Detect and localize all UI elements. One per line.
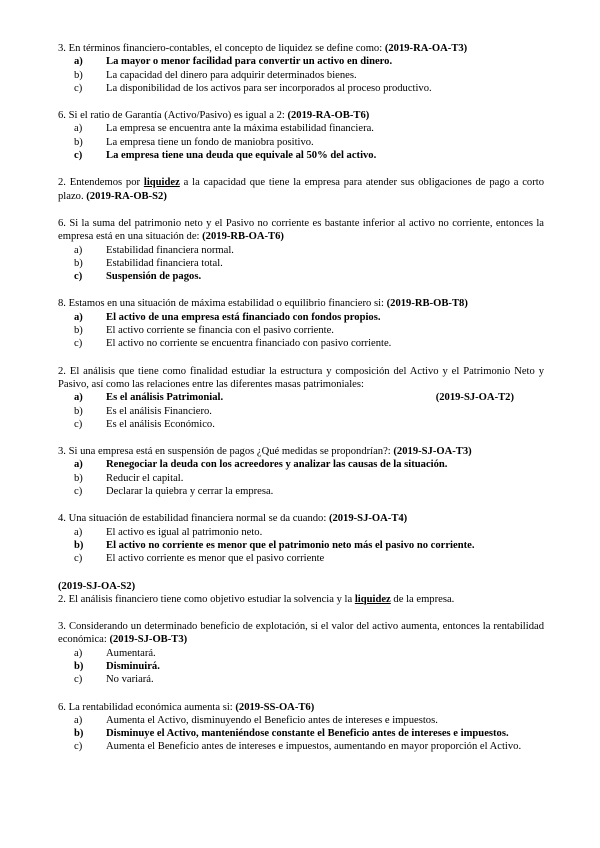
option-b: b) Es el análisis Financiero.: [74, 405, 212, 417]
question-code: (2019-RA-OB-S2): [86, 190, 167, 202]
option-list: [58, 391, 544, 431]
question-code: (2019-SJ-OA-T4): [328, 513, 408, 525]
option-b: b) Reducir el capital.: [74, 472, 184, 484]
option-list: [58, 311, 544, 351]
question-code: (2019-SJ-OA-S2): [58, 580, 136, 592]
option-a: a) El activo es igual al patrimonio neto.: [74, 526, 263, 538]
option-c: c) La empresa tiene una deuda que equivale al 50% del activo.: [74, 150, 377, 162]
option-b: b) Disminuye el Activo, manteniéndose constante el Beneficio antes de intereses e impuestos.: [74, 728, 509, 740]
question-stem: 6. Si el ratio de Garantía (Activo/Pasivo) es igual a 2:: [58, 110, 285, 122]
option-list: [58, 526, 544, 566]
option-c: c) El activo corriente es menor que el pasivo corriente: [74, 553, 325, 565]
option-c: c) Declarar la quiebra y cerrar la empresa.: [74, 486, 274, 498]
term-liquidez: liquidez: [143, 177, 180, 189]
question-code: (2019-SJ-OA-T2): [435, 392, 514, 404]
statement-analisis-financiero: (2019-SJ-OA-S2) 2. El análisis financiero tiene como objetivo estudiar la solvencia y la liquidez de la empresa.: [58, 580, 455, 605]
question-stem: 2. El análisis que tiene como finalidad estudiar la estructura y composición del Activo y el Patrimonio Neto y Pasivo, así como las relaciones entre las diferentes masas patrimoniales:: [58, 365, 544, 390]
option-c: c) El activo no corriente se encuentra financiado con pasivo corriente.: [74, 338, 392, 350]
option-a: a) Es el análisis Patrimonial. (2019-SJ-OA-T2): [74, 392, 514, 404]
option-b: b) Estabilidad financiera total.: [74, 257, 223, 269]
option-b: b) La empresa tiene un fondo de maniobra positivo.: [74, 136, 314, 148]
question-stem: 6. Si la suma del patrimonio neto y el Pasivo no corriente es bastante inferior al activo no corriente, entonces la empresa está en una situación de:: [58, 217, 544, 243]
option-c: c) No variará.: [74, 674, 154, 686]
question-ratio-garantia: [58, 109, 544, 122]
question-code: (2019-RA-OB-T6): [287, 110, 370, 122]
exam-document: [58, 42, 544, 754]
question-stem: 8. Estamos en una situación de máxima estabilidad o equilibrio financiero si:: [58, 298, 384, 310]
question-maxima-estabilidad: [58, 297, 544, 310]
option-list: [58, 244, 544, 284]
question-code: (2019-RA-OA-T3): [384, 43, 468, 54]
option-a: a) Renegociar la deuda con los acreedores y analizar las causas de la situación.: [74, 459, 448, 471]
question-code: (2019-SJ-OB-T3): [109, 634, 188, 646]
option-c: c) Es el análisis Económico.: [74, 418, 215, 430]
question-stem: 3. En términos financiero-contables, el concepto de liquidez se define como:: [58, 43, 383, 54]
option-a: a) Aumentará.: [74, 647, 156, 659]
option-b: b) El activo corriente se financia con el pasivo corriente.: [74, 325, 334, 337]
question-code: (2019-SJ-OA-T3): [393, 446, 472, 458]
option-a: a) Estabilidad financiera normal.: [74, 244, 234, 256]
question-code: (2019-SS-OA-T6): [235, 701, 315, 713]
question-stem: 3. Considerando un determinado beneficio de explotación, si el valor del activo aumenta, entonces la rentabilidad económica:: [58, 621, 544, 646]
option-b: b) La capacidad del dinero para adquirir determinados bienes.: [74, 69, 357, 81]
option-c: c) Suspensión de pagos.: [74, 271, 202, 283]
term-liquidez: liquidez: [354, 593, 391, 605]
option-a: a) La empresa se encuentra ante la máxima estabilidad financiera.: [74, 123, 374, 135]
option-list: [58, 458, 544, 498]
question-suspension-pagos: [58, 445, 544, 458]
option-b: b) El activo no corriente es menor que el patrimonio neto más el pasivo no corriente.: [74, 539, 475, 551]
question-liquidez-definicion: [58, 42, 544, 55]
statement-liquidez: 2. Entendemos por liquidez a la capacidad que tiene la empresa para atender sus obligaciones de pago a corto plazo. (2019-RA-OB-S2): [58, 177, 544, 202]
option-c: c) Aumenta el Beneficio antes de intereses e impuestos, aumentando en mayor proporción el Activo.: [74, 741, 522, 753]
option-b: b) Disminuirá.: [74, 660, 160, 672]
option-a: a) Aumenta el Activo, disminuyendo el Beneficio antes de intereses e impuestos.: [74, 714, 438, 726]
option-list: [58, 55, 544, 95]
question-rentabilidad-activo: [58, 620, 544, 647]
option-a: a) La mayor o menor facilidad para convertir un activo en dinero.: [74, 56, 393, 68]
option-list: [58, 122, 544, 162]
question-code: (2019-RB-OA-T6): [202, 231, 284, 243]
question-analisis-patrimonial: [58, 365, 544, 392]
question-rentabilidad-aumenta: [58, 701, 544, 714]
option-c: c) La disponibilidad de los activos para ser incorporados al proceso productivo.: [74, 82, 432, 94]
question-stem: 6. La rentabilidad económica aumenta si:: [58, 701, 233, 713]
question-stem: 3. Si una empresa está en suspensión de pagos ¿Qué medidas se propondrían?:: [58, 446, 391, 458]
option-list: [58, 647, 544, 687]
option-a: a) El activo de una empresa está financiado con fondos propios.: [74, 311, 381, 323]
question-estabilidad-normal: [58, 512, 544, 525]
option-list: [58, 714, 544, 754]
question-stem: 4. Una situación de estabilidad financiera normal se da cuando:: [58, 513, 327, 525]
question-code: (2019-RB-OB-T8): [386, 298, 468, 310]
question-situacion-patrimonio: [58, 217, 544, 244]
